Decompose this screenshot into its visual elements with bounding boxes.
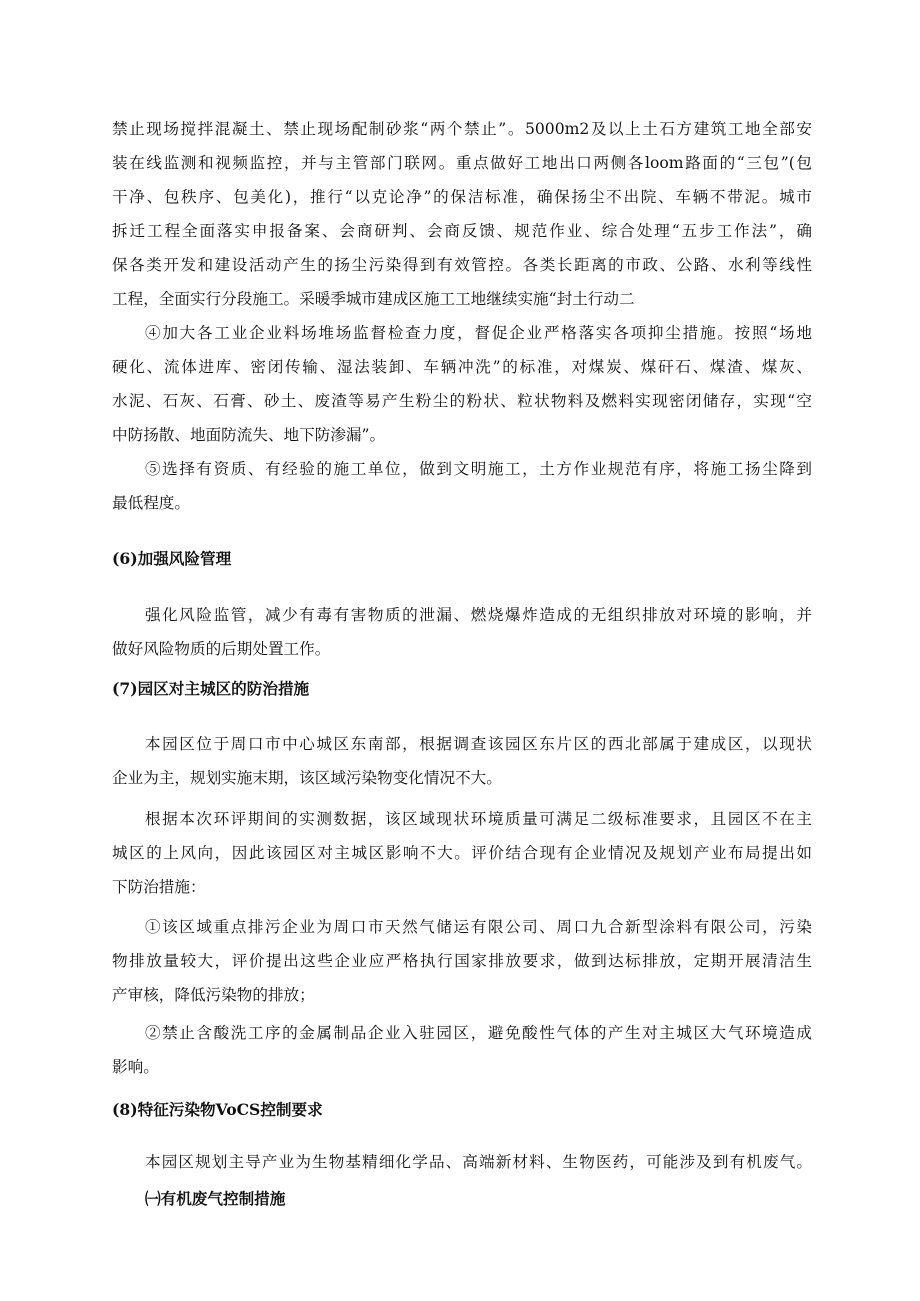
text-line: 装在线监测和视频监控，并与主管部门联网。重点做好工地出口两侧各loom路面的“三包”(包	[112, 154, 812, 172]
section-heading: (8)特征污染物VoCS控制要求	[112, 1100, 323, 1119]
text-line: ⑤选择有资质、有经验的施工单位，做到文明施工，土方作业规范有序，将施工扬尘降到	[145, 460, 812, 478]
text-line: 影响。	[112, 1058, 159, 1076]
text-line: 水泥、石灰、石膏、砂土、废渣等易产生粉尘的粉状、粒状物料及燃料实现密闭储存，实现“空	[112, 392, 812, 410]
text-line: 中防扬散、地面防流失、地下防渗漏”。	[112, 426, 386, 444]
text-line: 根据本次环评期间的实测数据，该区域现状环境质量可满足二级标准要求，且园区不在主	[145, 810, 812, 828]
text-line: 本园区位于周口市中心城区东南部，根据调查该园区东片区的西北部属于建成区，以现状	[145, 735, 812, 753]
text-line: 做好风险物质的后期处置工作。	[112, 640, 331, 658]
text-line: 本园区规划主导产业为生物基精细化学品、高端新材料、生物医药，可能涉及到有机废气。	[145, 1153, 812, 1171]
text-line: ②禁止含酸洗工序的金属制品企业入驻园区，避免酸性气体的产生对主城区大气环境造成	[145, 1024, 812, 1042]
text-line: 保各类开发和建设活动产生的扬尘污染得到有效管控。各类长距离的市政、公路、水利等线性	[112, 256, 812, 274]
subsection-heading: ㈠有机废气控制措施	[145, 1189, 286, 1208]
text-line: 最低程度。	[112, 494, 190, 512]
text-line: 下防治措施：	[112, 878, 206, 896]
text-line: 产审核，降低污染物的排放；	[112, 986, 315, 1004]
text-line: 干净、包秩序、包美化)，推行“以克论净”的保洁标准，确保扬尘不出院、车辆不带泥。城市	[112, 188, 812, 206]
text-line: 硬化、流体进库、密闭传输、湿法装卸、车辆冲洗”的标准，对煤炭、煤矸石、煤渣、煤灰、	[112, 358, 812, 376]
section-heading: (7)园区对主城区的防治措施	[112, 679, 310, 698]
text-line: 禁止现场搅拌混凝土、禁止现场配制砂浆“两个禁止”。5000m2及以上土石方建筑工地全部安	[112, 120, 812, 138]
text-line: ④加大各工业企业料场堆场监督检查力度，督促企业严格落实各项抑尘措施。按照“场地	[145, 324, 812, 342]
text-line: 企业为主，规划实施末期，该区域污染物变化情况不大。	[112, 769, 502, 787]
text-line: 物排放量较大，评价提出这些企业应严格执行国家排放要求，做到达标排放，定期开展清洁生	[112, 952, 812, 970]
section-heading: (6)加强风险管理	[112, 549, 232, 568]
text-line: 强化风险监管，减少有毒有害物质的泄漏、燃烧爆炸造成的无组织排放对环境的影响，并	[145, 606, 812, 624]
text-line: 城区的上风向，因此该园区对主城区影响不大。评价结合现有企业情况及规划产业布局提出如	[112, 844, 812, 862]
text-line: 拆迁工程全面落实申报备案、会商研判、会商反馈、规范作业、综合处理“五步工作法”，确	[112, 222, 812, 240]
text-line: ①该区域重点排污企业为周口市天然气储运有限公司、周口九合新型涂料有限公司，污染	[145, 918, 812, 936]
text-line: 工程，全面实行分段施工。采暖季城市建成区施工工地继续实施“封土行动二	[112, 290, 635, 308]
